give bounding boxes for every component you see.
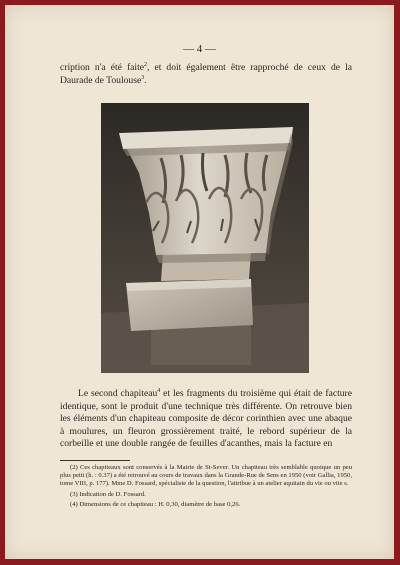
- body-paragraph: [60, 388, 352, 451]
- top-paragraph-text-3: .: [144, 75, 147, 86]
- footnote-ref-4: 4: [157, 387, 161, 394]
- document-page: [5, 5, 394, 559]
- capital-sculpture-image: [101, 103, 309, 373]
- footnote-2: (2) Ces chapiteaux sont conservés à la Mairie de St-Sever. Un chapiteau très semblable quoique un peu plus petit (h. : 0.37) a été retrouvé au cours de travaux dans la Grande-Rue de Sens en 1950 (voir Gallia, 1950, tome VIII, p. 177). Mme D. Fossard, spécialiste de la question, l'attribue à un atelier aquitain du vie ou viie s.: [60, 464, 352, 488]
- top-paragraph-text-1: cription n'a été faite: [60, 62, 144, 73]
- top-paragraph: [60, 61, 352, 87]
- body-paragraph-text-1: Le second chapiteau: [78, 388, 158, 399]
- footnotes: [60, 464, 352, 511]
- footnote-ref-3: 3: [141, 74, 145, 81]
- footnote-divider: [60, 460, 130, 461]
- page-number: — 4 —: [183, 43, 216, 55]
- body-paragraph-text-2: et les fragments du troisième qui était de facture identique, sont le produit d'une technique très différente. On retrouve bien les éléments d'un chapiteau composite de décor corinthien avec une abaque à moulures, un fleuron grossièrement traité, le rebord supérieur de la corbeille et une double rangée de feuilles d'acanthes, mais la facture en: [60, 388, 352, 449]
- footnote-ref-2: 2: [144, 61, 147, 68]
- capital-photograph: [101, 103, 309, 373]
- top-paragraph-text-2: , et doit également être rapproché de ceux de la Daurade de Toulouse: [60, 62, 352, 86]
- footnote-3: (3) Indication de D. Fossard.: [70, 490, 146, 498]
- footnote-4: (4) Dimensions de ce chapiteau : H. 0,30, diamètre de base 0,26.: [70, 500, 241, 508]
